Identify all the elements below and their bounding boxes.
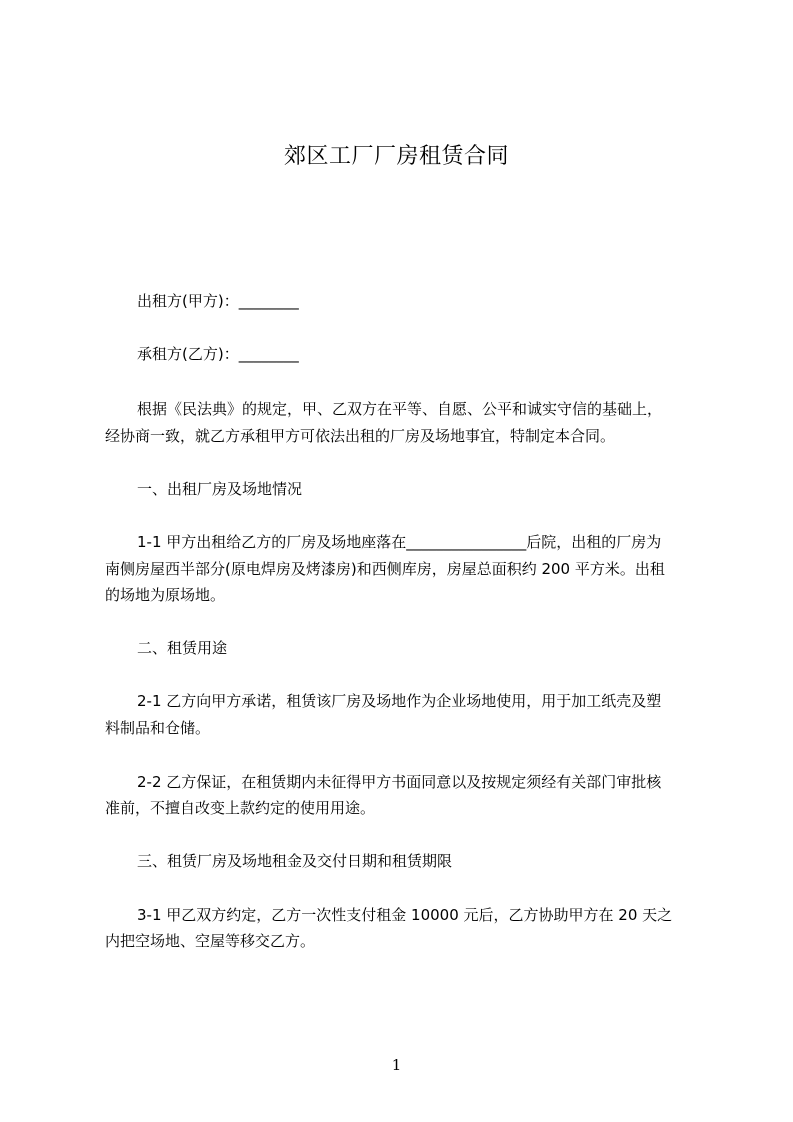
clause-1-1-line-1: 1-1 甲方出租给乙方的厂房及场地座落在________________后院，出租的厂房为	[137, 533, 662, 551]
section-1-heading: 一、出租厂房及场地情况	[137, 480, 303, 498]
clause-2-2-line-1: 2-2 乙方保证，在租赁期内未征得甲方书面同意以及按规定须经有关部门审批核	[137, 773, 662, 791]
preamble-line-1: 根据《民法典》的规定，甲、乙双方在平等、自愿、公平和诚实守信的基础上，	[137, 400, 663, 418]
clause-1-1-line-3: 的场地为原场地。	[105, 586, 226, 604]
section-2-heading: 二、租赁用途	[137, 639, 228, 657]
clause-2-2-line-2: 准前，不擅自改变上款约定的使用用途。	[105, 799, 376, 817]
clause-3-1-line-2: 内把空场地、空屋等移交乙方。	[105, 932, 316, 950]
lessee-line: 承租方(乙方)：________	[137, 345, 299, 363]
lessor-line: 出租方(甲方)：________	[137, 292, 299, 310]
section-3-heading: 三、租赁厂房及场地租金及交付日期和租赁期限	[137, 852, 453, 870]
document-title: 郊区工厂厂房租赁合同	[283, 144, 509, 169]
clause-2-1-line-1: 2-1 乙方向甲方承诺，租赁该厂房及场地作为企业场地使用，用于加工纸壳及塑	[137, 692, 662, 710]
clause-3-1-line-1: 3-1 甲乙双方约定，乙方一次性支付租金 10000 元后，乙方协助甲方在 20 天之	[137, 906, 673, 924]
clause-1-1-line-2: 南侧房屋西半部分(原电焊房及烤漆房)和西侧库房，房屋总面积约 200 平方米。出租	[105, 560, 665, 578]
clause-2-1-line-2: 料制品和仓储。	[105, 719, 211, 737]
page-number: 1	[391, 1056, 402, 1074]
preamble-line-2: 经协商一致，就乙方承租甲方可依法出租的厂房及场地事宜，特制定本合同。	[105, 427, 616, 445]
